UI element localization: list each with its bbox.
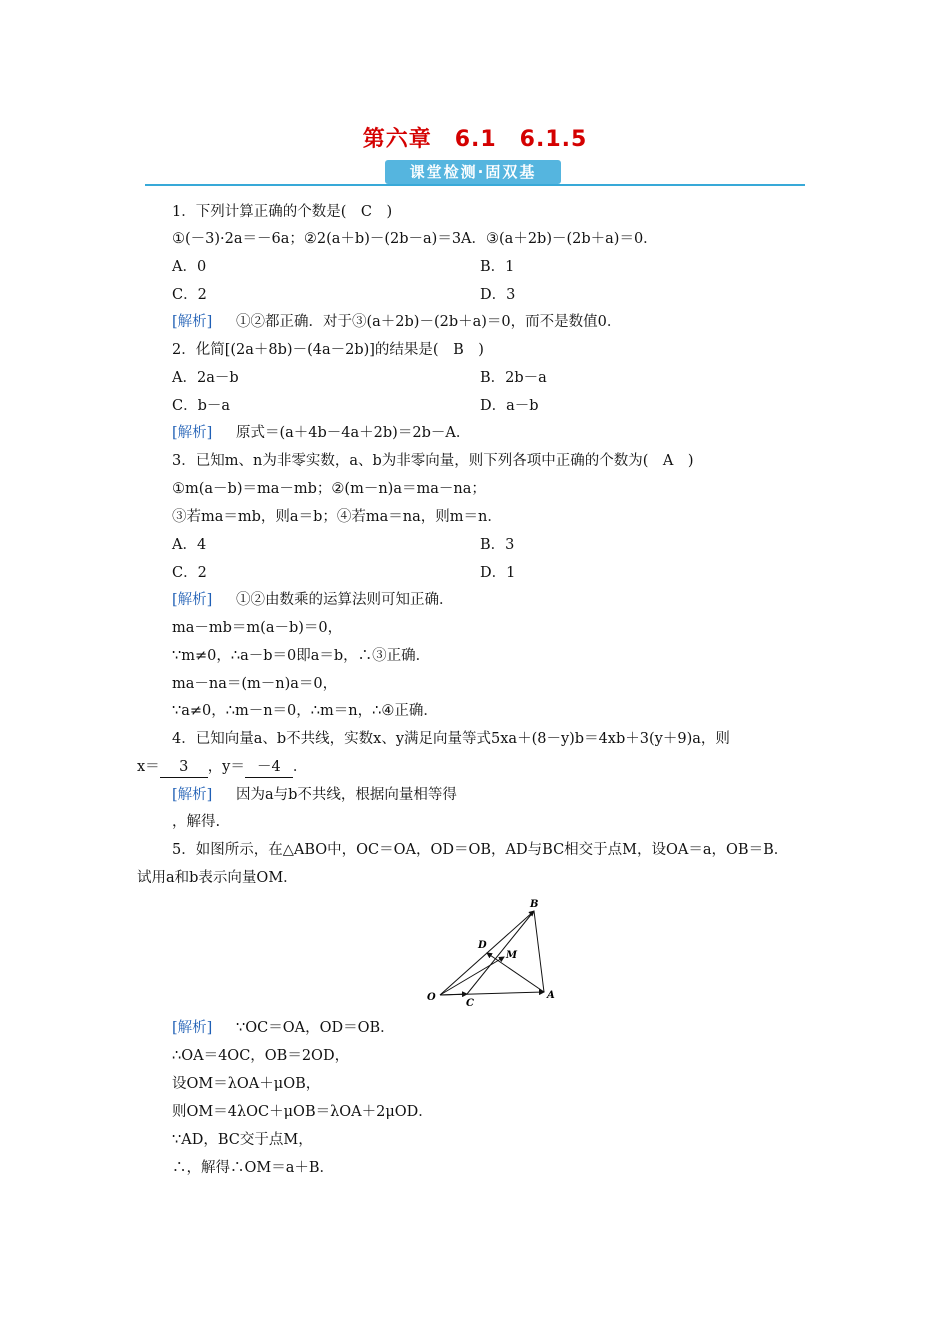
label-D: D bbox=[478, 940, 487, 951]
page-title: 第六章 6.1 6.1.5 bbox=[362, 127, 588, 152]
q3-analysis-4: ma－na＝(m－n)a＝0， bbox=[172, 676, 338, 692]
label-A: A bbox=[547, 990, 555, 1001]
q2-option-c: C．b－a bbox=[172, 398, 231, 414]
q3-analysis-5: ∵a≠0，∴m－n＝0，∴m＝n，∴④正确． bbox=[172, 703, 438, 719]
q1-statements: ①(－3)·2a＝－6a；②2(a＋b)－(2b－a)＝3A．③(a＋2b)－(2b＋a)＝0． bbox=[172, 231, 658, 247]
vector-OM bbox=[440, 957, 504, 995]
q2-option-b: B．2b－a bbox=[480, 370, 547, 386]
q3-statements-2: ③若ma＝mb，则a＝b；④若ma＝na，则m＝n． bbox=[172, 509, 502, 525]
q4-x-answer: 3 bbox=[160, 757, 208, 778]
triangle-figure bbox=[422, 895, 562, 1010]
q5-stem-2: 试用a和b表示向量OM． bbox=[137, 870, 298, 886]
q3-option-b: B．3 bbox=[480, 537, 515, 553]
q5-analysis-6: ∴，解得∴OM＝a＋B． bbox=[172, 1160, 335, 1176]
q4-x-label: x＝ bbox=[137, 759, 160, 775]
vector-OC bbox=[440, 994, 467, 995]
q3-analysis-1: ①②由数乘的运算法则可知正确． bbox=[236, 592, 454, 608]
q4-y-label: ，y＝ bbox=[207, 759, 245, 775]
q1-stem: 1．下列计算正确的个数是( C ) bbox=[172, 204, 393, 220]
q1-option-b: B．1 bbox=[480, 259, 515, 275]
segment-BA bbox=[534, 911, 544, 992]
segment-BC bbox=[467, 911, 534, 994]
q1-option-c: C．2 bbox=[172, 287, 207, 303]
q4-analysis-1: 因为a与b不共线，根据向量相等得 bbox=[236, 787, 457, 803]
q5-analysis-5: ∵AD，BC交于点M， bbox=[172, 1132, 313, 1148]
q5-stem: 5．如图所示，在△ABO中，OC＝OA，OD＝OB，AD与BC相交于点M，设OA＝a，OB＝B． bbox=[172, 842, 789, 858]
q3-statements-1: ①m(a－b)＝ma－mb；②(m－n)a＝ma－na； bbox=[172, 481, 486, 497]
q1-analysis-tag: [解析] bbox=[172, 314, 213, 330]
q4-analysis-2: ，解得. bbox=[172, 814, 221, 830]
q3-analysis-2: ma－mb＝m(a－b)＝0， bbox=[172, 620, 343, 636]
label-C: C bbox=[466, 998, 474, 1009]
label-M: M bbox=[506, 950, 518, 961]
q4-y-answer: －4 bbox=[245, 757, 293, 778]
q3-analysis-3: ∵m≠0，∴a－b＝0即a＝b，∴③正确． bbox=[172, 648, 431, 664]
q5-analysis-tag: [解析] bbox=[172, 1020, 213, 1036]
q4-stem: 4．已知向量a、b不共线，实数x、y满足向量等式5xa＋(8－y)b＝4xb＋3(y＋9)a，则 bbox=[172, 731, 730, 747]
banner-label: 课堂检测·固双基 bbox=[385, 160, 561, 184]
q1-option-d: D．3 bbox=[480, 287, 516, 303]
label-B: B bbox=[530, 899, 539, 910]
q2-analysis: 原式＝(a＋4b－4a＋2b)＝2b－A． bbox=[236, 425, 471, 441]
q3-option-c: C．2 bbox=[172, 565, 207, 581]
q3-analysis-tag: [解析] bbox=[172, 592, 213, 608]
q2-option-d: D．a－b bbox=[480, 398, 539, 414]
q2-analysis-tag: [解析] bbox=[172, 425, 213, 441]
q4-analysis-tag: [解析] bbox=[172, 787, 213, 803]
q4-end-mark: ． bbox=[292, 759, 308, 775]
q3-option-a: A．4 bbox=[172, 537, 207, 553]
q1-option-a: A．0 bbox=[172, 259, 207, 275]
q5-analysis-3: 设OM＝λOA＋μOB， bbox=[172, 1076, 321, 1092]
q2-stem: 2．化简[(2a＋8b)－(4a－2b)]的结果是( B ) bbox=[172, 342, 484, 358]
q4-answer-line bbox=[137, 757, 307, 778]
q3-option-d: D．1 bbox=[480, 565, 516, 581]
q5-analysis-2: ∴OA＝4OC，OB＝2OD， bbox=[172, 1048, 350, 1064]
q1-analysis: ①②都正确．对于③(a＋2b)－(2b＋a)＝0，而不是数值0． bbox=[236, 314, 622, 330]
section-banner bbox=[145, 158, 805, 188]
banner-divider bbox=[145, 184, 805, 186]
q2-option-a: A．2a－b bbox=[172, 370, 239, 386]
label-O: O bbox=[427, 992, 436, 1003]
q3-stem: 3．已知m、n为非零实数，a、b为非零向量，则下列各项中正确的个数为( A ) bbox=[172, 453, 694, 469]
q5-analysis-1: ∵OC＝OA，OD＝OB． bbox=[236, 1020, 395, 1036]
q5-analysis-4: 则OM＝4λOC＋μOB＝λOA＋2μOD． bbox=[172, 1104, 433, 1120]
